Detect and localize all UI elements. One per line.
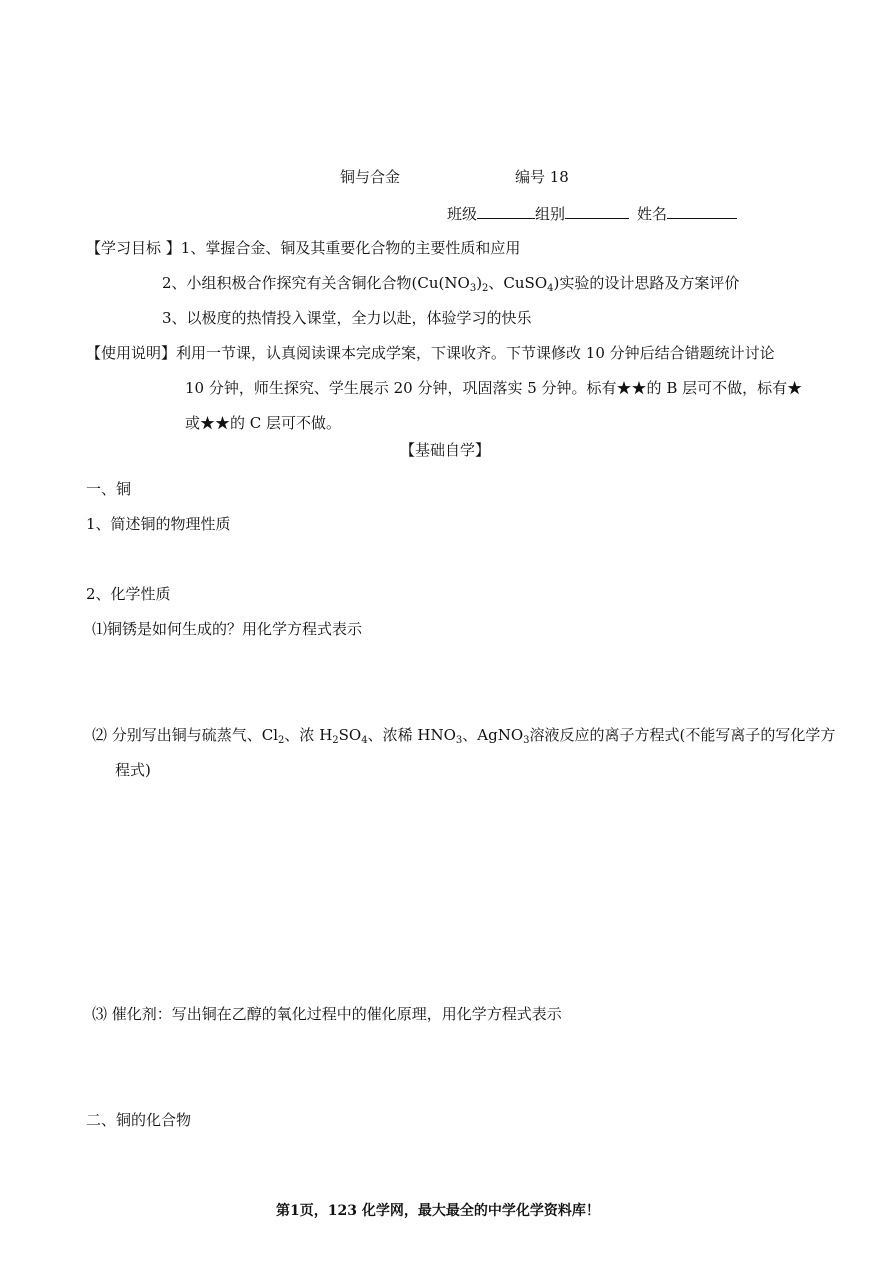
document-title: 铜与合金: [340, 168, 401, 186]
page-footer: 第1页，123 化学网，最大最全的中学化学资料库！: [276, 1203, 600, 1219]
document-number: 编号 18: [515, 168, 569, 186]
goal-3: 3、以极度的热情投入课堂，全力以赴，体验学习的快乐: [162, 309, 532, 327]
part1-heading: 一、铜: [86, 480, 132, 498]
goal-1: 【学习目标 】1、掌握合金、铜及其重要化合物的主要性质和应用: [86, 239, 521, 257]
section-title: 【基础自学】: [400, 441, 491, 459]
student-info-line: [447, 203, 737, 224]
part2-heading: 二、铜的化合物: [86, 1111, 192, 1129]
question-1: 1、简述铜的物理性质: [86, 515, 231, 533]
group-label: 组别: [535, 205, 566, 223]
question-2-2-cont: 程式): [115, 761, 151, 779]
question-2-2: ⑵ 分别写出铜与硫蒸气、$Cl_2$、浓 $H_2SO_4$、浓稀 $HNO_3$、AgNO$_3$溶液反应的离子方程式(不能写离子的写化学方: [92, 726, 836, 746]
usage-line-3: 或★★的 C 层可不做。: [185, 414, 342, 432]
name-blank[interactable]: [667, 203, 737, 219]
class-blank[interactable]: [477, 203, 535, 219]
class-label: 班级: [447, 205, 478, 223]
question-2: 2、化学性质: [86, 585, 171, 603]
usage-label: 【使用说明】: [86, 344, 177, 362]
usage-line-2: 10 分钟，师生探究、学生展示 20 分钟，巩固落实 5 分钟。标有★★的 B 层可不做，标有★: [185, 379, 803, 397]
group-blank[interactable]: [565, 203, 629, 219]
question-2-1: ⑴铜锈是如何生成的？用化学方程式表示: [92, 620, 363, 638]
question-2-3: ⑶ 催化剂：写出铜在乙醇的氧化过程中的催化原理，用化学方程式表示: [92, 1005, 562, 1023]
goal-2: 2、小组积极合作探究有关含铜化合物($Cu(NO_3)_2$、CuSO$_4$)实验的设计思路及方案评价: [162, 274, 740, 294]
name-label: 姓名: [637, 205, 668, 223]
usage-line-1: 【使用说明】利用一节课，认真阅读课本完成学案，下课收齐。下节课修改 10 分钟后结合错题统计讨论: [86, 344, 775, 362]
goals-label: 【学习目标 】: [86, 239, 181, 257]
